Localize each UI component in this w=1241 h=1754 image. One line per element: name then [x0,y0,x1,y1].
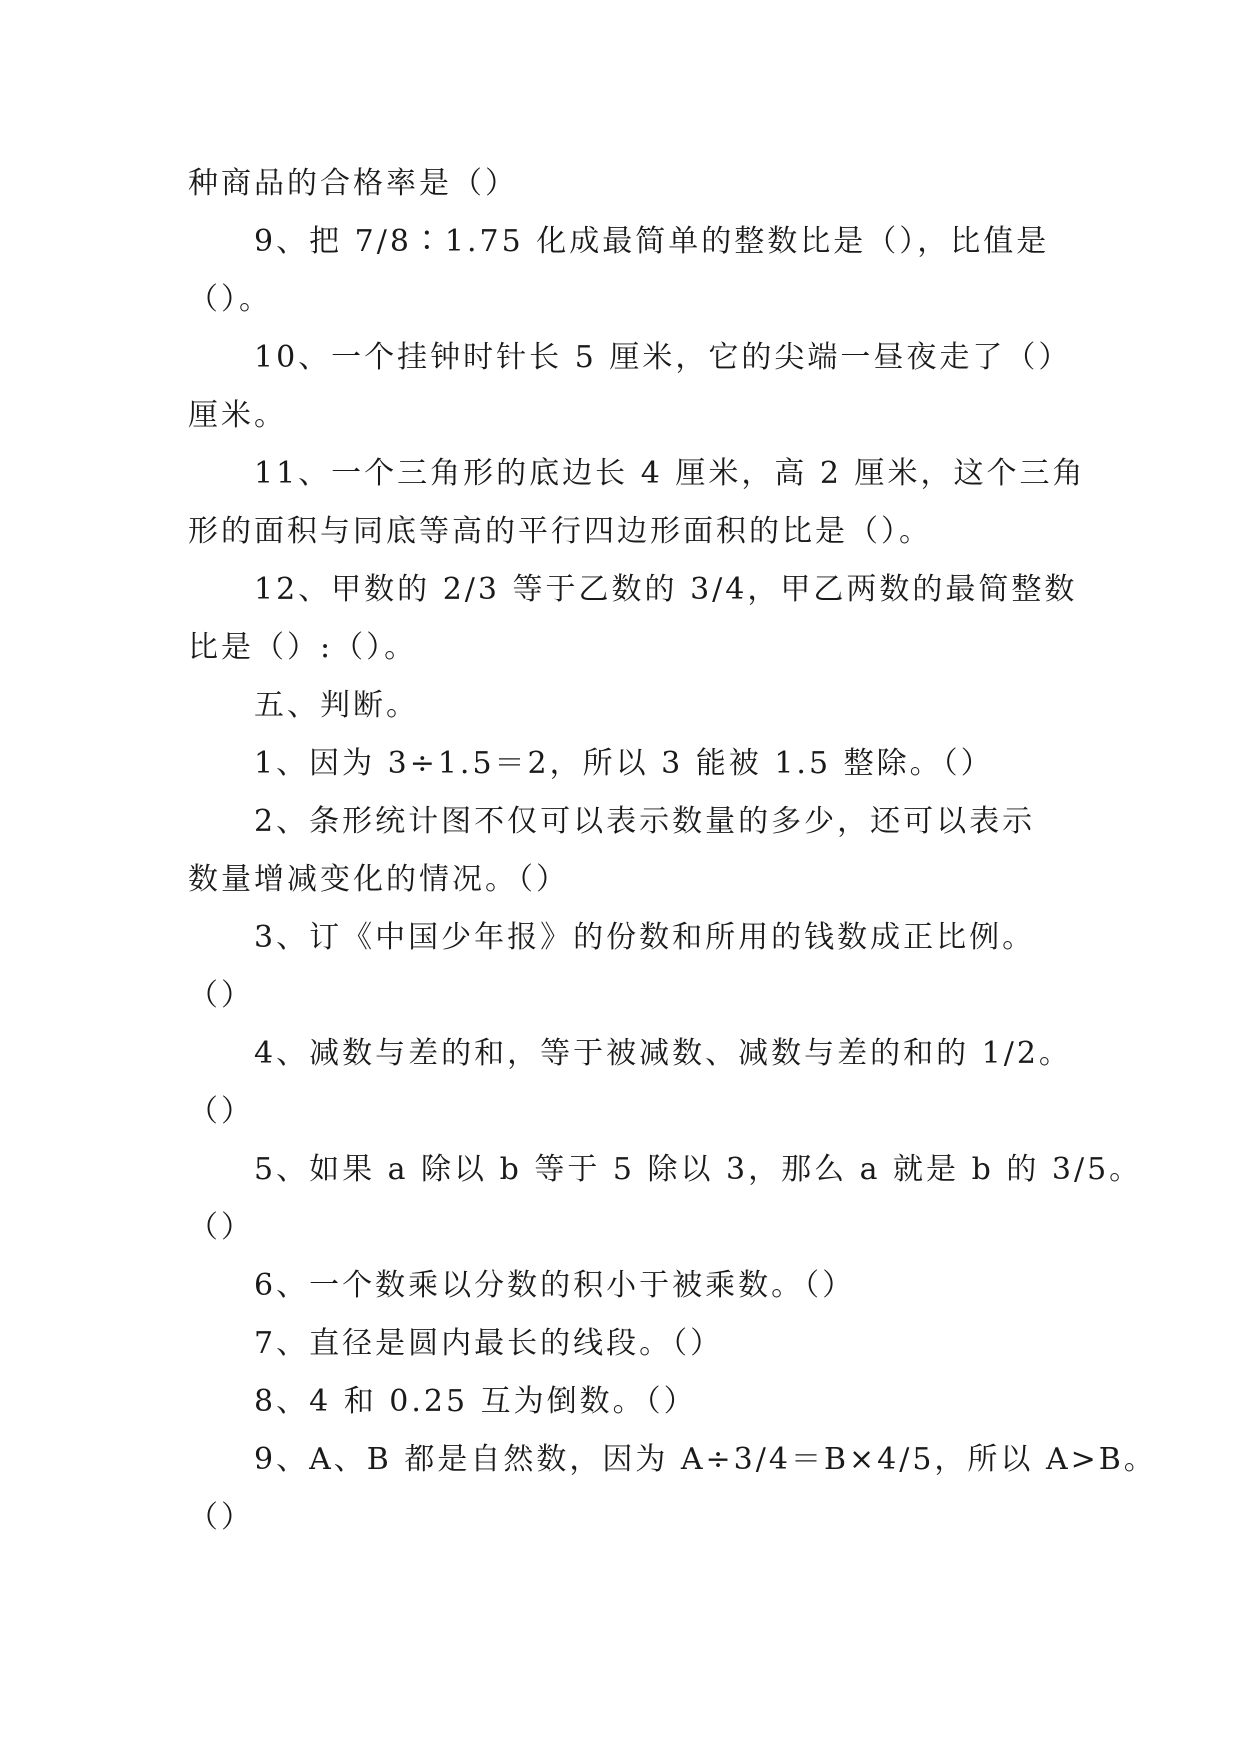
judgement-5: 5、如果 a 除以 b 等于 5 除以 3，那么 a 就是 b 的 3/5。 [254,1152,1143,1187]
question-9-continuation: （）。 [188,282,272,317]
question-12-continuation: 比是（）:（）。 [188,630,418,665]
judgement-1: 1、因为 3÷1.5＝2，所以 3 能被 1.5 整除。（） [254,746,994,781]
judgement-2-continuation: 数量增减变化的情况。（） [188,862,569,897]
judgement-6: 6、一个数乘以分数的积小于被乘数。（） [254,1268,856,1303]
question-10-continuation: 厘米。 [188,398,287,433]
judgement-8: 8、4 和 0.25 互为倒数。（） [254,1384,697,1419]
judgement-3: 3、订《中国少年报》的份数和所用的钱数成正比例。 [254,920,1036,955]
section-heading-judgement: 五、判断。 [254,688,419,723]
judgement-2: 2、条形统计图不仅可以表示数量的多少，还可以表示 [254,804,1036,839]
text-line-continuation-8: 种商品的合格率是（） [188,166,518,201]
judgement-4: 4、减数与差的和，等于被减数、减数与差的和的 1/2。 [254,1036,1072,1071]
judgement-9: 9、A、B 都是自然数，因为 A÷3/4＝B×4/5，所以 A>B。 [254,1442,1157,1477]
question-10: 10、一个挂钟时针长 5 厘米，它的尖端一昼夜走了（） [254,340,1072,375]
judgement-7: 7、直径是圆内最长的线段。（） [254,1326,724,1361]
question-11-continuation: 形的面积与同底等高的平行四边形面积的比是（）。 [188,514,932,549]
question-9: 9、把 7/8∶1.75 化成最简单的整数比是（），比值是 [254,224,1050,259]
judgement-5-continuation: （） [188,1210,254,1245]
question-12: 12、甲数的 2/3 等于乙数的 3/4，甲乙两数的最简整数 [254,572,1078,607]
judgement-4-continuation: （） [188,1094,254,1129]
judgement-9-continuation: （） [188,1500,254,1535]
question-11: 11、一个三角形的底边长 4 厘米，高 2 厘米，这个三角 [254,456,1086,491]
judgement-3-continuation: （） [188,978,254,1013]
